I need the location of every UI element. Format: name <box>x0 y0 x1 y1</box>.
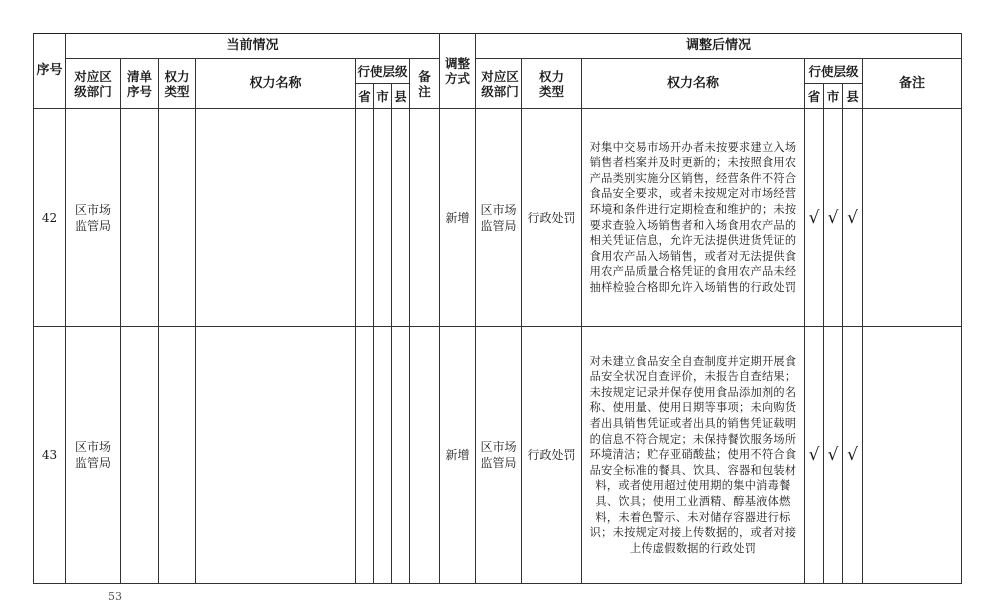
row-new-city: √ <box>824 109 843 327</box>
row-new-type: 行政处罚 <box>522 109 582 327</box>
header-new-county: 县 <box>843 84 863 109</box>
row-method: 新增 <box>440 327 476 584</box>
row-cur-dept: 区市场监管局 <box>66 327 121 584</box>
row-new-province: √ <box>805 327 824 584</box>
row-cur-type <box>159 109 196 327</box>
row-cur-type <box>159 327 196 584</box>
row-new-dept: 区市场监管局 <box>476 109 522 327</box>
row-cur-name <box>196 109 356 327</box>
row-cur-note <box>410 327 440 584</box>
header-adjusted: 调整后情况 <box>476 34 962 59</box>
row-cur-county <box>392 109 410 327</box>
header-cur-type: 权力类型 <box>159 59 196 109</box>
header-new-note: 备注 <box>863 59 962 109</box>
row-list-no <box>121 109 159 327</box>
table-row <box>34 109 962 327</box>
row-list-no <box>121 327 159 584</box>
header-cur-name: 权力名称 <box>196 59 356 109</box>
header-cur-note: 备注 <box>410 59 440 109</box>
header-new-dept: 对应区级部门 <box>476 59 522 109</box>
row-power-name: 对集中交易市场开办者未按要求建立入场销售者档案并及时更新的；未按照食用农产品类别实施分区销售，经营条件不符合食品安全要求，或者未按规定对市场经营环境和条件进行定期检查和维护的；未按要求查验入场销售者和入场食用农产品的相关凭证信息，允许无法提供进货凭证的食用农产品入场销售，或者对无法提供食用农产品质量合格凭证的食用农产品未经抽样检验合格即允许入场销售的行政处罚 <box>582 109 805 327</box>
row-new-province: √ <box>805 109 824 327</box>
header-current: 当前情况 <box>66 34 440 59</box>
header-list-no: 清单序号 <box>121 59 159 109</box>
power-list-table <box>33 33 962 584</box>
row-seq: 42 <box>34 109 66 327</box>
row-cur-name <box>196 327 356 584</box>
row-cur-province <box>356 109 374 327</box>
header-seq: 序号 <box>34 34 66 109</box>
page-number: 53 <box>108 591 122 602</box>
header-adjust-method: 调整方式 <box>440 34 476 109</box>
header-cur-county: 县 <box>392 84 410 109</box>
header-new-level: 行使层级 <box>805 59 863 84</box>
row-new-note <box>863 327 962 584</box>
row-new-type: 行政处罚 <box>522 327 582 584</box>
row-method: 新增 <box>440 109 476 327</box>
row-power-name: 对未建立食品安全自查制度并定期开展食品安全状况自查评价，未报告自查结果；未按规定记录并保存使用食品添加剂的名称、使用量、使用日期等事项；未向购货者出具销售凭证或者出具的销售凭证载明的信息不符合规定；未保持餐饮服务场所环境清洁；贮存亚硝酸盐；使用不符合食品安全标准的餐具、饮具、容器和包装材料，或者使用超过使用期的集中消毒餐具、饮具；使用工业酒精、醇基液体燃料，未着色警示、未对储存容器进行标识；未按规定对接上传数据的，或者对接上传虚假数据的行政处罚 <box>582 327 805 584</box>
row-cur-dept: 区市场监管局 <box>66 109 121 327</box>
row-cur-province <box>356 327 374 584</box>
row-new-note <box>863 109 962 327</box>
row-cur-city <box>374 327 392 584</box>
row-cur-note <box>410 109 440 327</box>
header-cur-dept: 对应区级部门 <box>66 59 121 109</box>
row-cur-city <box>374 109 392 327</box>
row-new-county: √ <box>843 109 863 327</box>
header-cur-level: 行使层级 <box>356 59 410 84</box>
header-new-type: 权力类型 <box>522 59 582 109</box>
row-seq: 43 <box>34 327 66 584</box>
table-row <box>34 327 962 584</box>
header-new-city: 市 <box>824 84 843 109</box>
header-new-name: 权力名称 <box>582 59 805 109</box>
header-cur-province: 省 <box>356 84 374 109</box>
row-new-county: √ <box>843 327 863 584</box>
row-new-dept: 区市场监管局 <box>476 327 522 584</box>
header-new-province: 省 <box>805 84 824 109</box>
header-cur-city: 市 <box>374 84 392 109</box>
row-cur-county <box>392 327 410 584</box>
row-new-city: √ <box>824 327 843 584</box>
